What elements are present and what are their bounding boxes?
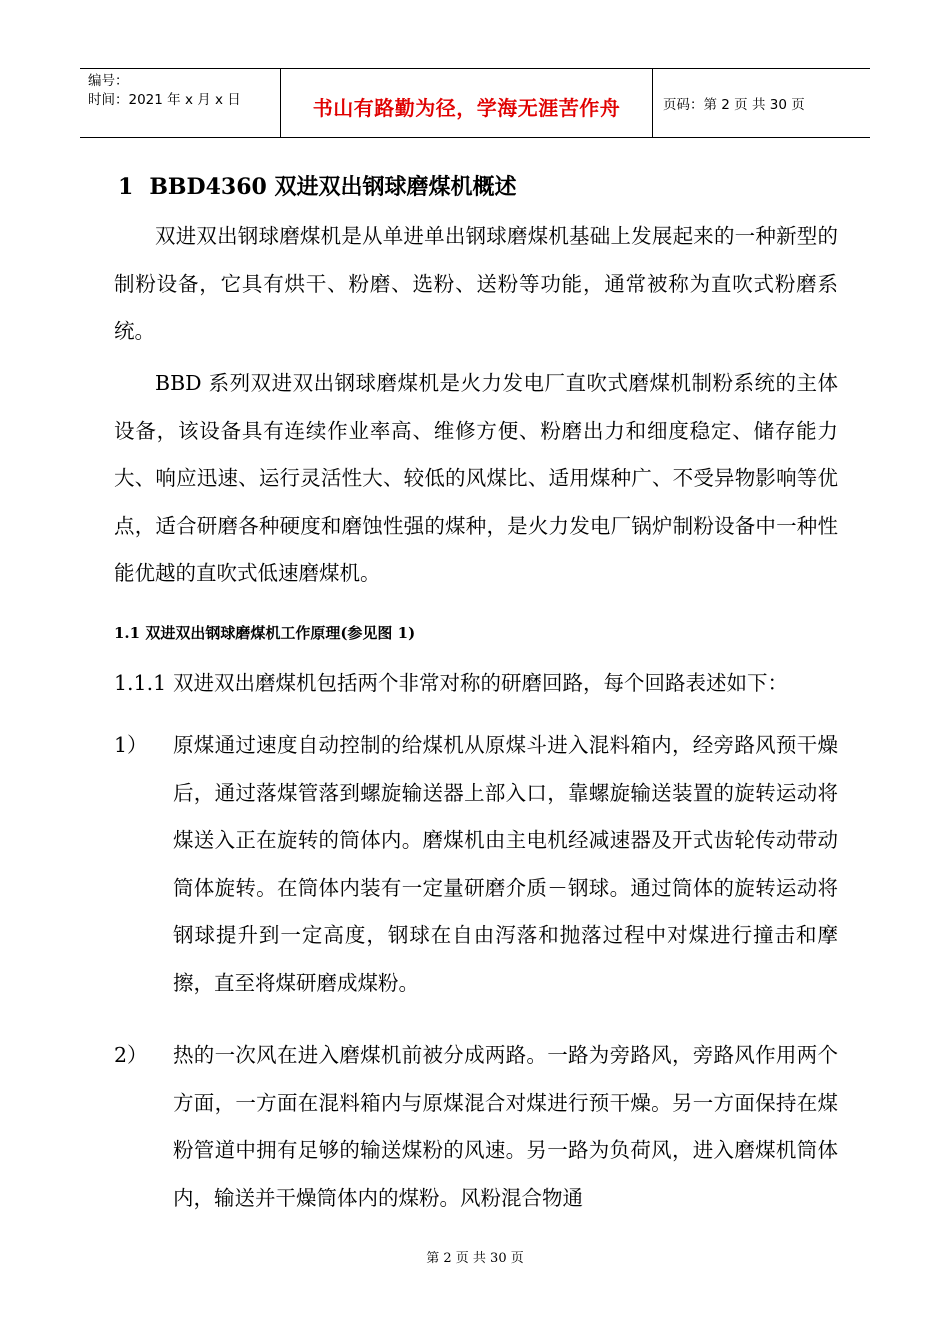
list-item-2 xyxy=(114,1032,838,1222)
document-header xyxy=(80,68,870,138)
header-page-info: 页码：第 2 页 共 30 页 xyxy=(663,97,805,113)
paragraph-bbd-series: BBD 系列双进双出钢球磨煤机是火力发电厂直吹式磨煤机制粉系统的主体设备，该设备具有连续作业率高、维修方便、粉磨出力和细度稳定、储存能力大、响应迅速、运行灵活性大、较低的风煤比、适用煤种广、不受异物影响等优点，适合研磨各种硬度和磨蚀性强的煤种，是火力发电厂锅炉制粉设备中一种性能优越的直吹式低速磨煤机。 xyxy=(114,371,838,585)
list-item-label: 2） xyxy=(114,1043,148,1067)
clause-label: 1.1.1 xyxy=(114,671,167,695)
paragraph-intro: 双进双出钢球磨煤机是从单进单出钢球磨煤机基础上发展起来的一种新型的制粉设备，它具有烘干、粉磨、选粉、送粉等功能，通常被称为直吹式粉磨系统。 xyxy=(114,224,838,343)
header-motto-cell xyxy=(281,69,653,137)
header-date-label: 时间：2021 年 x 月 x 日 xyxy=(88,92,241,108)
header-number-label: 编号： xyxy=(88,73,129,89)
clause-text: 双进双出磨煤机包括两个非常对称的研磨回路，每个回路表述如下： xyxy=(173,671,788,695)
section-heading xyxy=(118,170,516,201)
list-item-label: 1） xyxy=(114,733,148,757)
page-footer: 第 2 页 共 30 页 xyxy=(426,1251,524,1266)
list-item-text: 热的一次风在进入磨煤机前被分成两路。一路为旁路风，旁路风作用两个方面，一方面在混料箱内与原煤混合对煤进行预干燥。另一方面保持在煤粉管道中拥有足够的输送煤粉的风速。另一路为负荷风，进入磨煤机筒体内，输送并干燥筒体内的煤粉。风粉混合物通 xyxy=(173,1043,838,1210)
section-number: 1 xyxy=(118,174,134,200)
header-meta xyxy=(80,69,281,137)
list-item-1 xyxy=(114,722,838,1007)
clause-1-1-1 xyxy=(114,660,838,708)
subsection-heading: 1.1 双进双出钢球磨煤机工作原理(参见图 1) xyxy=(114,624,416,642)
header-motto: 书山有路勤为径，学海无涯苦作舟 xyxy=(312,95,621,120)
section-title: BBD4360 双进双出钢球磨煤机概述 xyxy=(149,174,517,200)
list-item-text: 原煤通过速度自动控制的给煤机从原煤斗进入混料箱内，经旁路风预干燥后，通过落煤管落到螺旋输送器上部入口，靠螺旋输送装置的旋转运动将煤送入正在旋转的筒体内。磨煤机由主电机经减速器及开式齿轮传动带动筒体旋转。在筒体内装有一定量研磨介质－钢球。通过筒体的旋转运动将钢球提升到一定高度，钢球在自由泻落和抛落过程中对煤进行撞击和摩擦，直至将煤研磨成煤粉。 xyxy=(173,733,838,995)
